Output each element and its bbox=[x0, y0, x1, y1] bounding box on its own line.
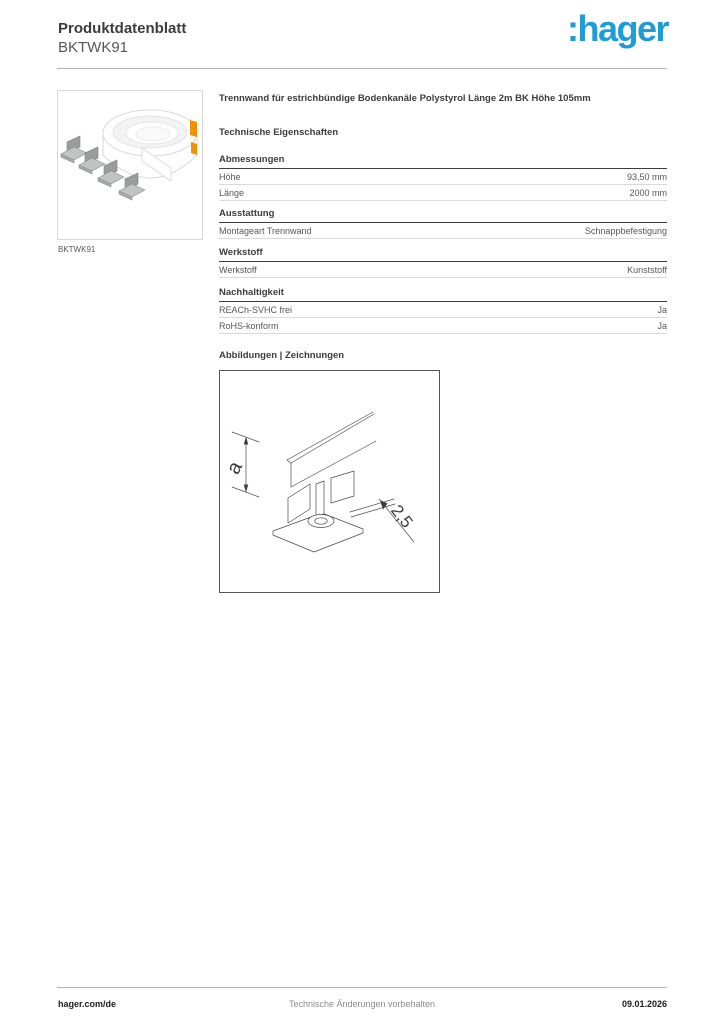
footer-disclaimer: Technische Änderungen vorbehalten bbox=[288, 999, 436, 1009]
group-nachhaltigkeit bbox=[219, 287, 667, 334]
clip-center-post bbox=[316, 481, 324, 517]
dim-thickness-label: 2,5 bbox=[387, 501, 417, 532]
row-value: Kunststoff bbox=[627, 265, 667, 275]
hager-logo: :hager bbox=[566, 8, 668, 49]
row-label: RoHS-konform bbox=[219, 321, 279, 331]
row-label: Höhe bbox=[219, 172, 241, 182]
technical-drawing bbox=[219, 370, 440, 593]
table-row bbox=[219, 262, 667, 278]
group-header: Abmessungen bbox=[219, 154, 667, 169]
row-label: Werkstoff bbox=[219, 265, 257, 275]
group-header: Nachhaltigkeit bbox=[219, 287, 667, 302]
product-photo-illustration bbox=[58, 91, 202, 239]
product-reference: BKTWK91 bbox=[58, 39, 129, 56]
orange-tab bbox=[191, 142, 197, 155]
row-label: Montageart Trennwand bbox=[219, 226, 312, 236]
header-divider bbox=[57, 68, 667, 69]
row-value: 2000 mm bbox=[629, 188, 667, 198]
orange-tab bbox=[190, 120, 197, 137]
row-value: 93,50 mm bbox=[626, 172, 667, 182]
clip-right-fin bbox=[331, 471, 354, 503]
group-header: Werkstoff bbox=[219, 247, 667, 262]
table-row bbox=[219, 302, 667, 318]
group-werkstoff bbox=[219, 247, 667, 278]
table-row bbox=[219, 169, 667, 185]
technical-drawing-illustration bbox=[220, 371, 439, 592]
row-value: Ja bbox=[657, 321, 667, 331]
row-value: Ja bbox=[657, 305, 667, 315]
table-row bbox=[219, 223, 667, 239]
product-image-caption: BKTWK91 bbox=[58, 245, 96, 254]
drawings-heading: Abbildungen | Zeichnungen bbox=[219, 350, 345, 361]
clip-left-fin bbox=[288, 484, 310, 523]
product-title: Trennwand für estrichbündige Bodenkanäle Polystyrol Länge 2m BK Höhe 105mm bbox=[219, 93, 591, 104]
row-value: Schnappbefestigung bbox=[584, 226, 667, 236]
footer-divider bbox=[57, 987, 667, 988]
dim-height-label: a bbox=[222, 457, 248, 478]
table-row bbox=[219, 318, 667, 334]
strip-top-edge bbox=[287, 412, 373, 460]
footer-website-link[interactable]: hager.com/de bbox=[58, 999, 117, 1009]
table-row bbox=[219, 185, 667, 201]
row-label: REACh-SVHC frei bbox=[219, 305, 293, 315]
product-image bbox=[57, 90, 203, 240]
footer-date: 09.01.2026 bbox=[621, 999, 667, 1009]
row-label: Länge bbox=[219, 188, 245, 198]
group-ausstattung bbox=[219, 208, 667, 239]
doc-type-title: Produktdatenblatt bbox=[58, 20, 187, 37]
group-header: Ausstattung bbox=[219, 208, 667, 223]
tech-properties-heading: Technische Eigenschaften bbox=[219, 127, 339, 138]
group-abmessungen bbox=[219, 154, 667, 201]
